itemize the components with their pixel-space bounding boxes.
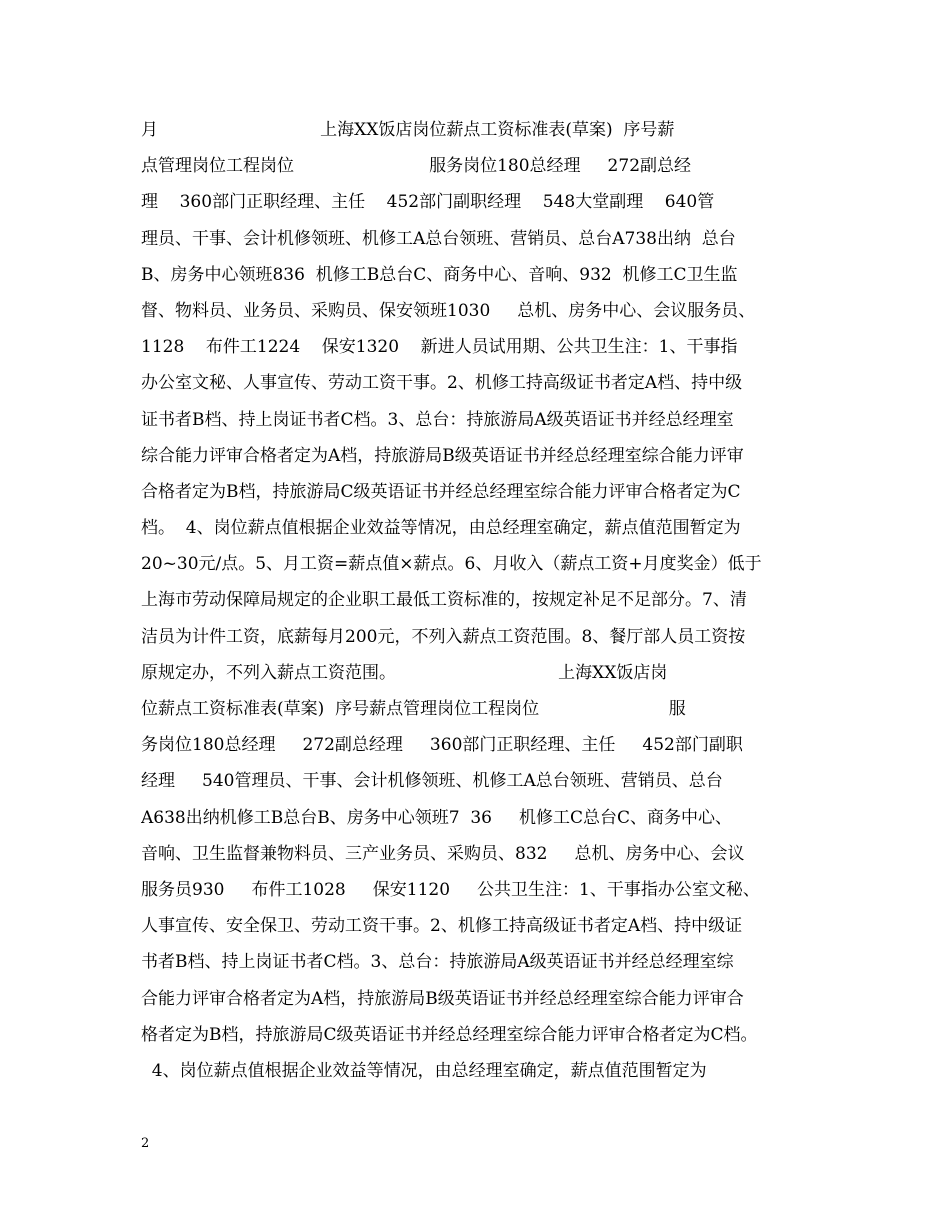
text-line: 月 上海XX饭店岗位薪点工资标准表(草案) 序号薪 [141,120,675,140]
text-line: A638出纳机修工B总台B、房务中心领班7 36 机修工C总台C、商务中心、 [141,807,732,828]
text-line: 经理 540管理员、干事、会计机修领班、机修工A总台领班、营销员、总台 [141,771,723,792]
document-body [141,112,813,1089]
text-line: 综合能力评审合格者定为A档，持旅游局B级英语证书并经总经理室综合能力评审 [141,445,744,466]
text-line: 上海市劳动保障局规定的企业职工最低工资标准的，按规定补足不足部分。7、清 [141,590,747,611]
text-line: 档。 4、岗位薪点值根据企业效益等情况，由总经理室确定，薪点值范围暂定为 [141,518,741,539]
text-line: 理员、干事、会计机修领班、机修工A总台领班、营销员、总台A738出纳 总台 [141,228,736,249]
text-line: 4、岗位薪点值根据企业效益等情况，由总经理室确定，薪点值范围暂定为 [141,1060,707,1081]
text-line: 音响、卫生监督兼物料员、三产业务员、采购员、832 总机、房务中心、会议 [141,843,745,864]
text-line: 位薪点工资标准表(草案) 序号薪点管理岗位工程岗位 服 [141,699,686,719]
text-line: 督、物料员、业务员、采购员、保安领班1030 总机、房务中心、会议服务员、 [141,300,756,321]
text-line: 洁员为计件工资，底薪每月200元，不列入薪点工资范围。8、餐厅部人员工资按 [141,626,746,647]
text-line: 务岗位180总经理 272副总经理 360部门正职经理、主任 452部门副职 [141,735,743,756]
text-line: 合格者定为B档，持旅游局C级英语证书并经总经理室综合能力评审合格者定为C [141,481,741,502]
text-line: 原规定办，不列入薪点工资范围。 上海XX饭店岗 [141,662,668,683]
text-line: 20~30元/点。5、月工资=薪点值×薪点。6、月收入（薪点工资+月度奖金）低于 [141,554,762,575]
text-line: B、房务中心领班836 机修工B总台C、商务中心、音响、932 机修工C卫生监 [141,264,738,285]
text-line: 1128 布件工1224 保安1320 新进人员试用期、公共卫生注：1、干事指 [141,337,738,358]
text-line: 服务员930 布件工1028 保安1120 公共卫生注：1、干事指办公室文秘、 [141,879,760,900]
text-line: 格者定为B档，持旅游局C级英语证书并经总经理室综合能力评审合格者定为C档。 [141,1024,758,1045]
text-line: 办公室文秘、人事宣传、劳动工资干事。2、机修工持高级证书者定A档、持中级 [141,373,743,394]
text-line: 理 360部门正职经理、主任 452部门副职经理 548大堂副理 640管 [141,192,715,213]
text-line: 书者B档、持上岗证书者C档。3、总台：持旅游局A级英语证书并经总经理室综 [141,952,734,973]
text-line: 证书者B档、持上岗证书者C档。3、总台：持旅游局A级英语证书并经总经理室 [141,409,734,430]
text-line: 合能力评审合格者定为A档，持旅游局B级英语证书并经总经理室综合能力评审合 [141,988,744,1009]
text-line: 人事宣传、安全保卫、劳动工资干事。2、机修工持高级证书者定A档、持中级证 [141,916,743,937]
page-number: 2 [141,1136,150,1151]
text-line: 点管理岗位工程岗位 服务岗位180总经理 272副总经 [141,156,692,177]
